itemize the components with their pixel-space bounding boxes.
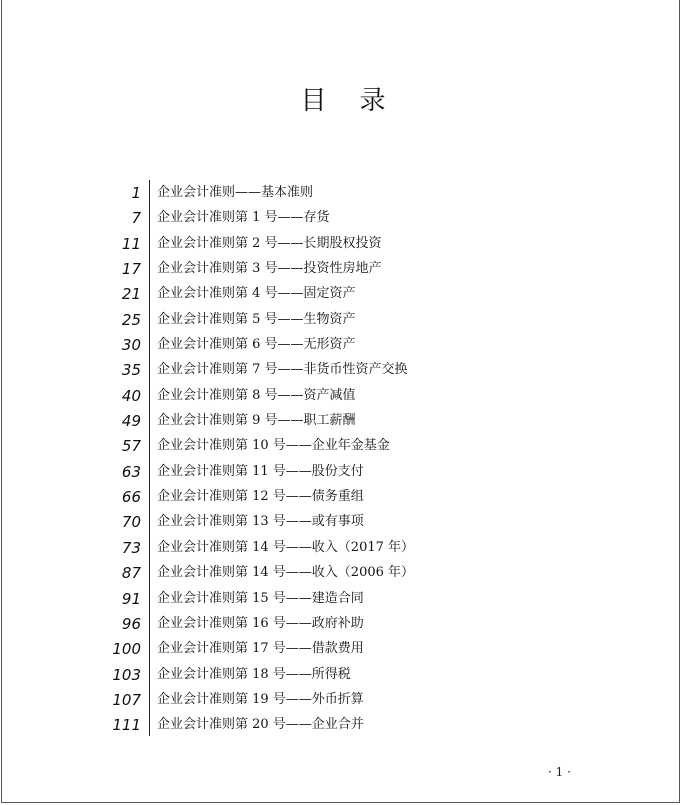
toc-page-number: 17 <box>121 260 141 279</box>
toc-page-number: 70 <box>121 513 141 532</box>
toc-entry-title: 企业会计准则第 10 号——企业年金基金 <box>157 438 390 454</box>
footer-page-number: · 1 · <box>548 765 571 779</box>
toc-entry[interactable] <box>0 484 686 509</box>
toc-page-number: 57 <box>121 437 141 456</box>
toc-page-number: 11 <box>121 234 141 253</box>
toc-entry[interactable] <box>0 256 686 281</box>
toc-entry-title: 企业会计准则第 1 号——存货 <box>157 210 330 226</box>
toc-page-number: 87 <box>121 564 141 583</box>
toc-entry-title: 企业会计准则第 6 号——无形资产 <box>157 337 356 353</box>
toc-entry[interactable] <box>0 433 686 458</box>
toc-entry[interactable] <box>0 687 686 712</box>
toc-entry-title: 企业会计准则——基本准则 <box>157 185 314 200</box>
toc-page-number: 66 <box>121 488 141 507</box>
toc-entry[interactable] <box>0 231 686 256</box>
toc-page-number: 1 <box>131 184 141 202</box>
toc-entry-title: 企业会计准则第 13 号——或有事项 <box>157 514 364 530</box>
toc-entry-title: 企业会计准则第 2 号——长期股权投资 <box>157 235 382 251</box>
toc-entry[interactable] <box>0 205 686 230</box>
toc-entry[interactable] <box>0 383 686 408</box>
toc-page-number: 7 <box>131 209 141 228</box>
toc-entry-title: 企业会计准则第 17 号——借款费用 <box>157 641 364 657</box>
toc-page-number: 107 <box>112 690 141 709</box>
toc-entry[interactable] <box>0 712 686 737</box>
toc-page-number: 73 <box>121 538 141 557</box>
toc-entry[interactable] <box>0 636 686 661</box>
toc-entry[interactable] <box>0 586 686 611</box>
toc-entry-title: 企业会计准则第 5 号——生物资产 <box>157 311 356 327</box>
toc-entry[interactable] <box>0 459 686 484</box>
page-title: 目 录 <box>300 86 386 116</box>
toc-page-number: 100 <box>112 640 141 659</box>
table-of-contents <box>0 180 686 738</box>
toc-page-number: 30 <box>121 336 141 355</box>
toc-page-number: 40 <box>121 386 141 405</box>
toc-page-number: 91 <box>121 589 141 608</box>
toc-entry[interactable] <box>0 357 686 382</box>
toc-entry-title: 企业会计准则第 11 号——股份支付 <box>157 463 364 479</box>
toc-page-number: 49 <box>121 412 141 431</box>
toc-entry[interactable] <box>0 307 686 332</box>
toc-entry[interactable] <box>0 535 686 560</box>
toc-entry-title: 企业会计准则第 14 号——收入（2006 年） <box>157 565 415 581</box>
toc-entry[interactable] <box>0 180 686 205</box>
toc-entry[interactable] <box>0 281 686 306</box>
toc-page-number: 96 <box>121 614 141 633</box>
toc-entry[interactable] <box>0 611 686 636</box>
toc-entry-title: 企业会计准则第 7 号——非货币性资产交换 <box>157 362 408 378</box>
toc-entry[interactable] <box>0 560 686 585</box>
toc-entry-title: 企业会计准则第 3 号——投资性房地产 <box>157 261 382 277</box>
toc-entry[interactable] <box>0 408 686 433</box>
toc-entry-title: 企业会计准则第 16 号——政府补助 <box>157 615 364 631</box>
toc-page-number: 25 <box>121 310 141 329</box>
toc-entry-title: 企业会计准则第 14 号——收入（2017 年） <box>157 539 415 555</box>
toc-entry[interactable] <box>0 509 686 534</box>
toc-page-number: 63 <box>121 462 141 481</box>
toc-page-number: 35 <box>121 361 141 380</box>
toc-entry-title: 企业会计准则第 9 号——职工薪酬 <box>157 413 356 429</box>
toc-entry-title: 企业会计准则第 19 号——外币折算 <box>157 691 364 707</box>
toc-entry[interactable] <box>0 332 686 357</box>
toc-page-number: 111 <box>112 716 141 735</box>
toc-entry-title: 企业会计准则第 18 号——所得税 <box>157 666 351 682</box>
toc-entry-title: 企业会计准则第 4 号——固定资产 <box>157 286 356 302</box>
toc-entry[interactable] <box>0 662 686 687</box>
toc-page-number: 103 <box>112 665 141 684</box>
toc-entry-title: 企业会计准则第 12 号——债务重组 <box>157 489 364 505</box>
toc-page-number: 21 <box>121 285 141 304</box>
toc-entry-title: 企业会计准则第 20 号——企业合并 <box>157 717 364 733</box>
toc-entry-title: 企业会计准则第 15 号——建造合同 <box>157 590 364 606</box>
toc-entry-title: 企业会计准则第 8 号——资产减值 <box>157 387 356 403</box>
